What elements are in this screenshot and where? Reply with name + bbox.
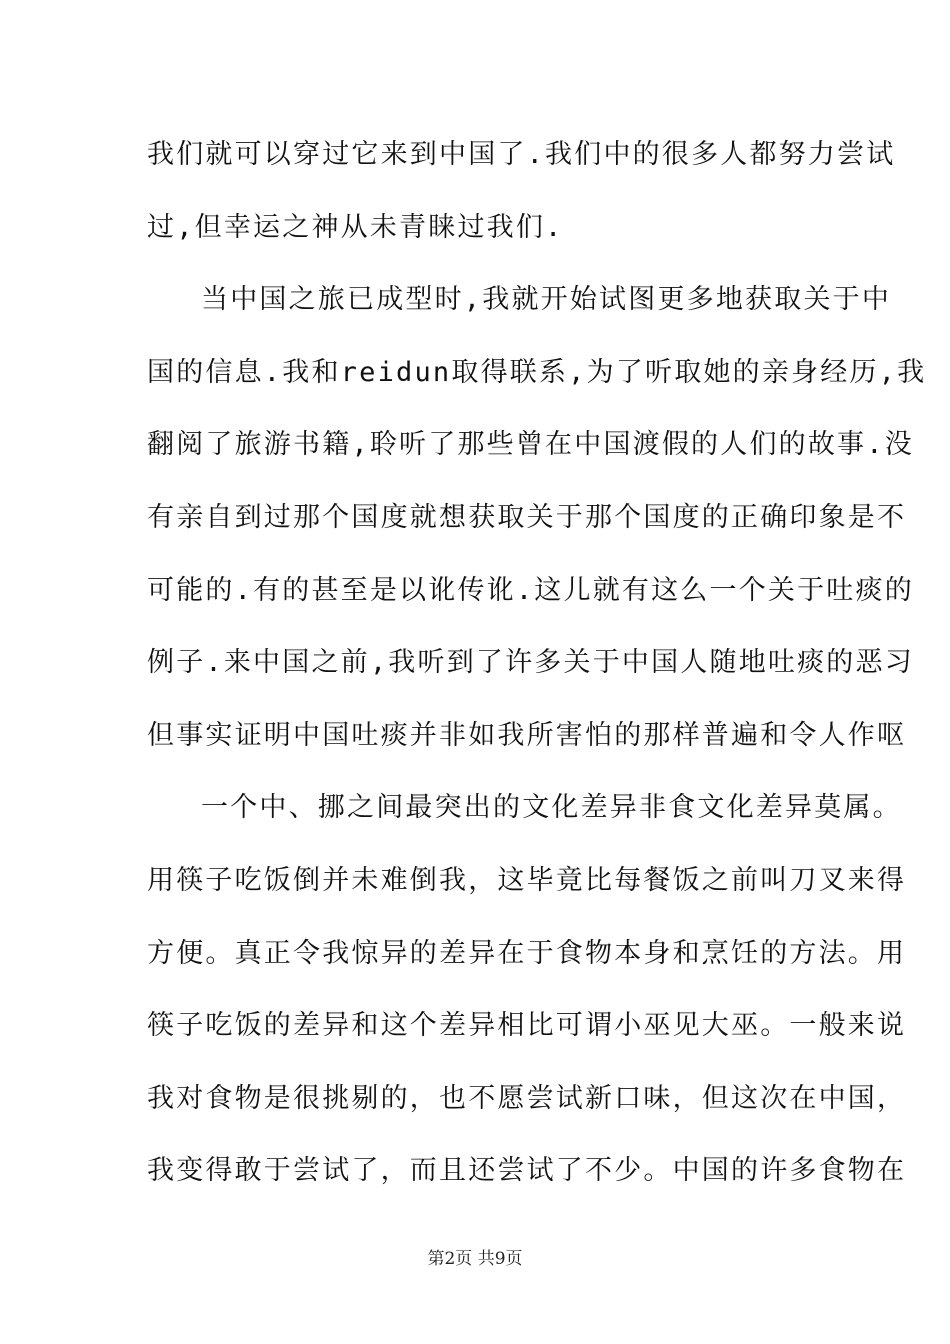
text-line-13: 筷子吃饭的差异和这个差异相比可谓小巫见大巫。一般来说 [147,1010,907,1042]
page-footer [0,1244,950,1269]
page-number-label: 第2页 共9页 [427,1249,523,1269]
text-line-9: 但事实证明中国吐痰并非如我所害怕的那样普遍和令人作呕 [147,719,907,751]
text-line-4: 国的信息.我和reidun取得联系,为了听取她的亲身经历,我 [147,356,927,388]
text-line-8: 例子.来中国之前,我听到了许多关于中国人随地吐痰的恶习 [147,647,914,679]
text-line-11: 用筷子吃饭倒并未难倒我，这毕竟比每餐饭之前叫刀叉来得 [147,864,907,896]
text-line-6: 有亲自到过那个国度就想获取关于那个国度的正确印象是不 [147,501,907,533]
text-line-7: 可能的.有的甚至是以讹传讹.这儿就有这么一个关于吐痰的 [147,574,914,606]
text-line-12: 方便。真正令我惊异的差异在于食物本身和烹饪的方法。用 [147,937,907,969]
text-line-10: 一个中、挪之间最突出的文化差异非食文化差异莫属。 [201,792,902,824]
text-line-15: 我变得敢于尝试了，而且还尝试了不少。中国的许多食物在 [147,1155,907,1187]
text-line-1: 我们就可以穿过它来到中国了.我们中的很多人都努力尝试 [147,139,896,170]
text-line-3: 当中国之旅已成型时,我就开始试图更多地获取关于中 [201,284,892,316]
text-line-2: 过,但幸运之神从未青睐过我们. [147,211,564,243]
text-line-5: 翻阅了旅游书籍,聆听了那些曾在中国渡假的人们的故事.没 [147,429,914,461]
text-line-14: 我对食物是很挑剔的，也不愿尝试新口味，但这次在中国， [147,1082,907,1114]
body-text [147,119,927,1208]
